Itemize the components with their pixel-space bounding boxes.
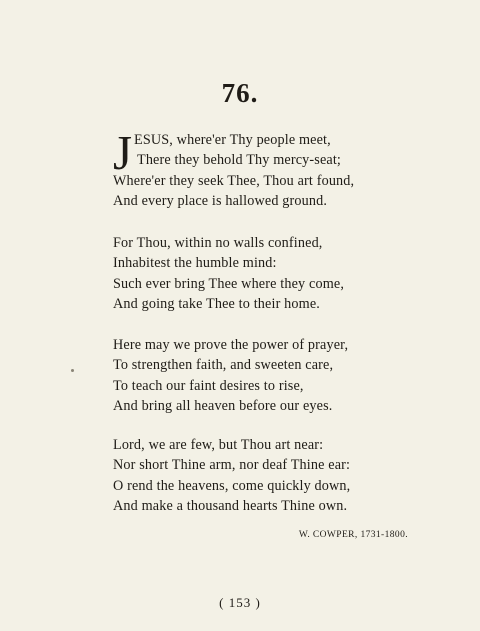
- hymn-number: 76.: [221, 78, 259, 108]
- verse-line: For Thou, within no walls confined,: [113, 235, 323, 251]
- stanza-3: [113, 335, 413, 416]
- verse-line: And every place is hallowed ground.: [113, 192, 328, 209]
- verse-line: O rend the heavens, come quickly down,: [113, 477, 351, 494]
- drop-cap: J: [113, 125, 133, 180]
- verse-line: There they behold Thy mercy-seat;: [137, 152, 342, 169]
- verse-line: And bring all heaven before our eyes.: [113, 397, 333, 414]
- stanza-2: [113, 233, 413, 314]
- verse-line: Where'er they seek Thee, Thou art found,: [113, 172, 355, 189]
- page-number: ( 153 ): [219, 595, 261, 610]
- verse-line: ESUS, where'er Thy people meet,: [134, 132, 331, 148]
- verse-line: To strengthen faith, and sweeten care,: [113, 357, 334, 374]
- verse-line: Lord, we are few, but Thou art near:: [113, 437, 324, 453]
- author-attribution: W. COWPER, 1731-1800.: [298, 530, 408, 540]
- verse-line: And going take Thee to their home.: [113, 295, 320, 312]
- stanza-1: [113, 125, 413, 211]
- verse-line: Nor short Thine arm, nor deaf Thine ear:: [113, 457, 351, 474]
- verse-line: Such ever bring Thee where they come,: [113, 275, 345, 292]
- verse-line: To teach our faint desires to rise,: [113, 377, 304, 394]
- verse-line: Inhabitest the humble mind:: [113, 255, 277, 272]
- verse-line: And make a thousand hearts Thine own.: [113, 497, 348, 514]
- verse-line: Here may we prove the power of prayer,: [113, 337, 349, 353]
- margin-mark: [71, 369, 74, 372]
- stanza-4: [113, 435, 413, 516]
